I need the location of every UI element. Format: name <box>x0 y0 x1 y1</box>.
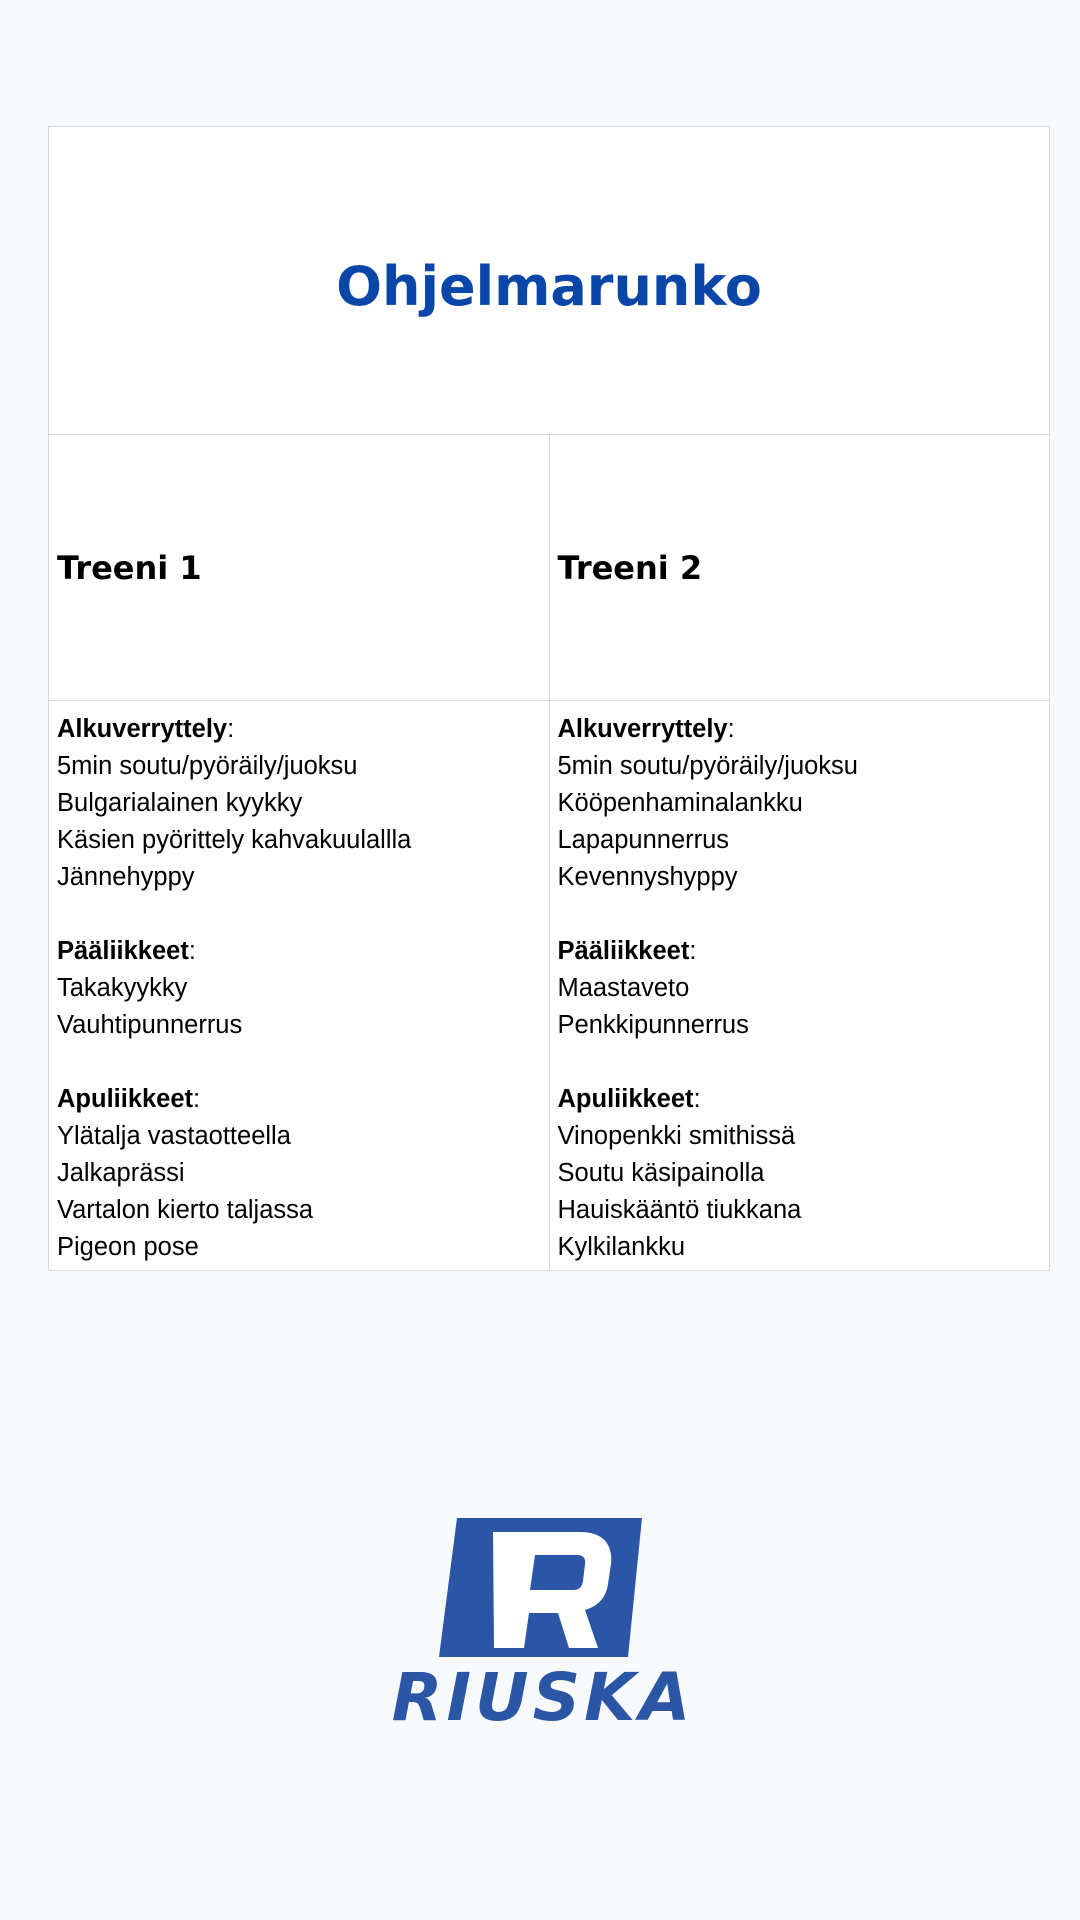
section-heading <box>558 933 1042 970</box>
section-label: Apuliikkeet <box>57 1085 194 1113</box>
section-label: Pääliikkeet <box>57 937 189 965</box>
exercise-item: Kööpenhaminalankku <box>557 789 803 817</box>
exercise-item: 5min soutu/pyöräily/juoksu <box>57 752 358 780</box>
exercise-item: Takakyykky <box>57 974 188 1002</box>
exercise-item: Vinopenkki smithissä <box>557 1122 796 1150</box>
exercise-item: Jännehyppy <box>57 863 195 891</box>
exercise-item: Lapapunnerrus <box>557 826 730 854</box>
workout-2-cell <box>549 701 1050 1271</box>
spacer <box>558 896 1042 933</box>
column-heading: Treeni 2 <box>557 548 703 587</box>
column-heading: Treeni 1 <box>57 548 202 587</box>
spacer <box>57 896 541 933</box>
heading-row <box>49 435 1050 701</box>
exercise-item: Maastaveto <box>557 974 690 1002</box>
section-colon: : <box>193 1085 201 1113</box>
section-heading <box>57 933 541 970</box>
section-label: Alkuverryttely <box>557 715 728 743</box>
exercise-item: Jalkaprässi <box>57 1159 185 1187</box>
heading-cell-treeni-2 <box>549 435 1050 701</box>
riuska-logo <box>385 1518 695 1722</box>
workout-1-cell <box>49 701 550 1271</box>
logo-wordmark: RIUSKA <box>391 1659 695 1722</box>
exercise-item: Penkkipunnerrus <box>557 1011 749 1039</box>
exercise-item: Soutu käsipainolla <box>557 1159 765 1187</box>
exercise-item: Pigeon pose <box>57 1233 199 1261</box>
title-cell <box>49 127 1050 435</box>
exercise-item: Ylätalja vastaotteella <box>57 1122 291 1150</box>
section-colon: : <box>689 937 697 965</box>
section-heading <box>57 1081 541 1118</box>
exercise-item: Käsien pyörittely kahvakuulallla <box>57 826 412 854</box>
section-label: Pääliikkeet <box>557 937 690 965</box>
section-heading <box>558 711 1042 748</box>
exercise-item: Vauhtipunnerrus <box>57 1011 243 1039</box>
section-heading <box>57 711 541 748</box>
program-table <box>48 126 1050 1271</box>
content-row <box>49 701 1050 1271</box>
section-colon: : <box>693 1085 701 1113</box>
exercise-item: 5min soutu/pyöräily/juoksu <box>557 752 858 780</box>
exercise-item: Kylkilankku <box>557 1233 686 1261</box>
exercise-item: Hauiskääntö tiukkana <box>557 1196 802 1224</box>
section-colon: : <box>727 715 735 743</box>
exercise-item: Kevennyshyppy <box>557 863 738 891</box>
section-label: Apuliikkeet <box>557 1085 694 1113</box>
section-label: Alkuverryttely <box>57 715 228 743</box>
page-title: Ohjelmarunko <box>336 255 762 318</box>
section-colon: : <box>227 715 235 743</box>
spacer <box>558 1044 1042 1081</box>
exercise-item: Bulgarialainen kyykky <box>57 789 303 817</box>
title-row <box>49 127 1050 435</box>
section-heading <box>558 1081 1042 1118</box>
heading-cell-treeni-1 <box>49 435 550 701</box>
exercise-item: Vartalon kierto taljassa <box>57 1196 314 1224</box>
section-colon: : <box>188 937 196 965</box>
spacer <box>57 1044 541 1081</box>
